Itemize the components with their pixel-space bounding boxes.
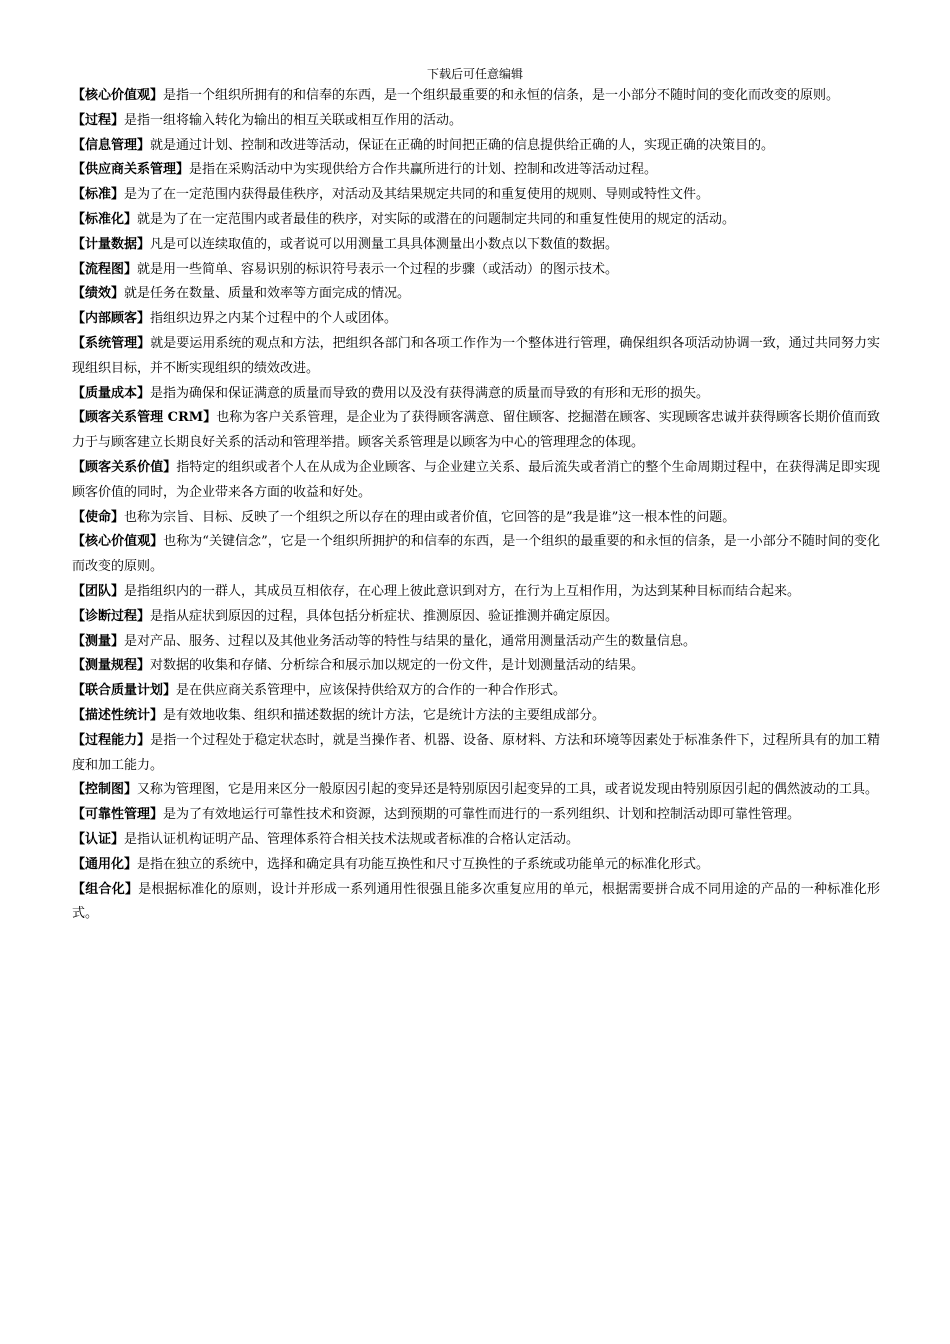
entry-definition: 是在供应商关系管理中，应该保持供给双方的合作的一种合作形式。 — [176, 683, 567, 699]
glossary-entry — [72, 84, 880, 109]
entry-definition: 是有效地收集、组织和描述数据的统计方法，它是统计方法的主要组成部分。 — [163, 707, 606, 723]
entry-definition: 就是要运用系统的观点和方法，把组织各部门和各项工作作为一个整体进行管理，确保组织各项活动协调一致，通过共同努力实现组织目标，并不断实现组织的绩效改进。 — [72, 335, 880, 376]
entry-term: 【联合质量计划】 — [72, 683, 177, 699]
glossary-entry — [72, 506, 880, 531]
glossary-entry — [72, 183, 880, 208]
glossary-body — [72, 84, 880, 927]
glossary-entry — [72, 530, 880, 580]
entry-definition: 是为了在一定范围内获得最佳秩序，对活动及其结果规定共同的和重复使用的规则、导则或特性文件。 — [124, 187, 710, 203]
entry-term: 【系统管理】 — [72, 335, 151, 351]
entry-definition: 对数据的收集和存储、分析综合和展示加以规定的一份文件，是计划测量活动的结果。 — [150, 658, 645, 674]
entry-term: 【供应商关系管理】 — [72, 162, 190, 178]
entry-definition: 是指从症状到原因的过程，具体包括分析症状、推测原因、验证推测并确定原因。 — [150, 608, 619, 624]
entry-term: 【过程能力】 — [72, 732, 151, 748]
entry-term: 【内部顾客】 — [72, 311, 151, 327]
glossary-entry — [72, 605, 880, 630]
entry-term: 【测量规程】 — [72, 658, 151, 674]
glossary-entry — [72, 729, 880, 779]
entry-definition: 就是为了在一定范围内或者最佳的秩序，对实际的或潜在的问题制定共同的和重复性使用的规定的活动。 — [137, 211, 736, 227]
glossary-entry — [72, 332, 880, 382]
entry-term: 【顾客关系价值】 — [72, 459, 177, 475]
entry-term: 【认证】 — [72, 831, 125, 847]
entry-term: 【信息管理】 — [72, 137, 151, 153]
entry-definition: 也称为宗旨、目标、反映了一个组织之所以存在的理由或者价值，它回答的是”我是谁”这一根本性的问题。 — [124, 509, 736, 525]
entry-definition: 就是任务在数量、质量和效率等方面完成的情况。 — [124, 286, 411, 302]
entry-definition: 是指一组将输入转化为输出的相互关联或相互作用的活动。 — [124, 112, 463, 128]
entry-definition: 凡是可以连续取值的，或者说可以用测量工具具体测量出小数点以下数值的数据。 — [150, 236, 619, 252]
glossary-entry — [72, 208, 880, 233]
entry-definition: 是指为确保和保证满意的质量而导致的费用以及没有获得满意的质量而导致的有形和无形的损失。 — [150, 385, 710, 401]
glossary-entry — [72, 630, 880, 655]
page-header: 下载后可任意编辑 — [426, 67, 523, 81]
entry-term: 【团队】 — [72, 583, 125, 599]
entry-definition: 是指组织内的一群人，其成员互相依存，在心理上彼此意识到对方，在行为上互相作用，为达到某种目标而结合起来。 — [124, 583, 801, 599]
entry-term: 【可靠性管理】 — [72, 807, 164, 823]
entry-definition: 又称为管理图，它是用来区分一般原因引起的变异还是特别原因引起变异的工具，或者说发现由特别原因引起的偶然波动的工具。 — [137, 782, 879, 798]
entry-definition: 是指一个过程处于稳定状态时，就是当操作者、机器、设备、原材料、方法和环境等因素处于标准条件下，过程所具有的加工精度和加工能力。 — [72, 732, 880, 773]
glossary-entry — [72, 134, 880, 159]
glossary-entry — [72, 158, 880, 183]
entry-term: 【核心价值观】 — [72, 88, 164, 103]
entry-definition: 也称为客户关系管理，是企业为了获得顾客满意、留住顾客、挖掘潜在顾客、实现顾客忠诚并获得顾客长期价值而致力于与顾客建立长期良好关系的活动和管理举措。顾客关系管理是以顾客为中心的管理理念的体现。 — [72, 410, 880, 451]
entry-definition: 也称为“关键信念”，它是一个组织所拥护的和信奉的东西，是一个组织的最重要的和永恒的信条，是一小部分不随时间的变化而改变的原则。 — [72, 534, 880, 575]
entry-term: 【质量成本】 — [72, 385, 151, 401]
entry-term: 【描述性统计】 — [72, 707, 164, 723]
entry-definition: 指组织边界之内某个过程中的个人或团体。 — [150, 311, 398, 327]
entry-definition: 是指一个组织所拥有的和信奉的东西，是一个组织最重要的和永恒的信条，是一小部分不随时间的变化而改变的原则。 — [163, 88, 840, 103]
entry-term: 【标准化】 — [72, 211, 138, 227]
glossary-entry — [72, 778, 880, 803]
entry-term: 【标准】 — [72, 187, 125, 203]
entry-definition: 是对产品、服务、过程以及其他业务活动等的特性与结果的量化，通常用测量活动产生的数量信息。 — [124, 633, 697, 649]
glossary-entry — [72, 704, 880, 729]
glossary-entry — [72, 282, 880, 307]
entry-term: 【顾客关系管理 CRM】 — [72, 410, 217, 426]
entry-term: 【计量数据】 — [72, 236, 151, 252]
entry-term: 【核心价值观】 — [72, 534, 164, 550]
entry-term: 【流程图】 — [72, 261, 138, 277]
entry-definition: 指特定的组织或者个人在从成为企业顾客、与企业建立关系、最后流失或者消亡的整个生命周期过程中，在获得满足即实现顾客价值的同时，为企业带来各方面的收益和好处。 — [72, 459, 880, 500]
entry-definition: 是指在独立的系统中，选择和确定具有功能互换性和尺寸互换性的子系统或功能单元的标准化形式。 — [137, 856, 710, 872]
entry-term: 【控制图】 — [72, 782, 138, 798]
entry-term: 【诊断过程】 — [72, 608, 151, 624]
glossary-entry — [72, 382, 880, 407]
glossary-entry — [72, 878, 880, 928]
entry-term: 【通用化】 — [72, 856, 138, 872]
entry-term: 【测量】 — [72, 633, 125, 649]
glossary-entry — [72, 258, 880, 283]
glossary-entry — [72, 828, 880, 853]
entry-definition: 是指认证机构证明产品、管理体系符合相关技术法规或者标准的合格认定活动。 — [124, 831, 580, 847]
entry-definition: 是为了有效地运行可靠性技术和资源，达到预期的可靠性而进行的一系列组织、计划和控制活动即可靠性管理。 — [163, 807, 801, 823]
glossary-entry — [72, 109, 880, 134]
entry-definition: 是根据标准化的原则，设计并形成一系列通用性很强且能多次重复应用的单元，根据需要拼合成不同用途的产品的一种标准化形式。 — [72, 881, 880, 922]
entry-definition: 是指在采购活动中为实现供给方合作共赢所进行的计划、控制和改进等活动过程。 — [189, 162, 658, 178]
entry-definition: 就是通过计划、控制和改进等活动，保证在正确的时间把正确的信息提供给正确的人，实现正确的决策目的。 — [150, 137, 775, 153]
glossary-entry — [72, 233, 880, 258]
glossary-entry — [72, 580, 880, 605]
entry-term: 【使命】 — [72, 509, 125, 525]
glossary-entry — [72, 307, 880, 332]
glossary-entry — [72, 679, 880, 704]
glossary-entry — [72, 803, 880, 828]
glossary-entry — [72, 406, 880, 456]
entry-term: 【绩效】 — [72, 286, 125, 302]
glossary-entry — [72, 456, 880, 506]
entry-term: 【过程】 — [72, 112, 125, 128]
glossary-entry — [72, 654, 880, 679]
entry-definition: 就是用一些简单、容易识别的标识符号表示一个过程的步骤（或活动）的图示技术。 — [137, 261, 619, 277]
entry-term: 【组合化】 — [72, 881, 139, 897]
glossary-entry — [72, 853, 880, 878]
